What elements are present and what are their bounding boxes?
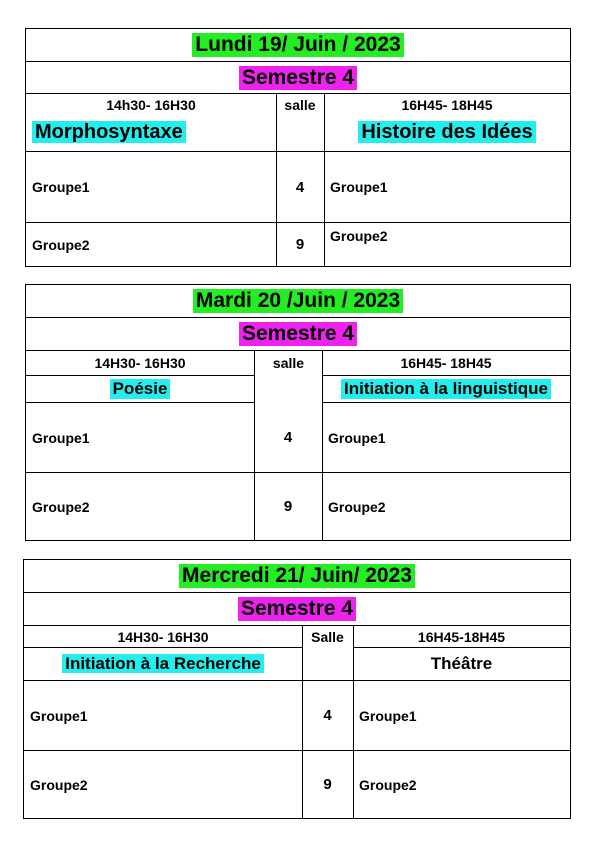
group-label-2: Groupe1 [330,179,388,195]
room-number: 4 [295,178,305,196]
group-row [24,681,570,751]
group-label-1: Groupe1 [32,429,90,446]
time-slot-2: 16H45-18H45 [417,629,506,645]
semester-row [26,62,570,94]
date-row [26,29,570,62]
course-1: Poésie [110,379,171,399]
room-number: 9 [323,776,332,793]
group-label-2: Groupe1 [328,429,386,446]
time-slot-1: 14H30- 16H30 [94,355,186,371]
semester-label: Semestre 4 [238,597,356,621]
semester-row [24,593,570,626]
schedule-table-wednesday [23,559,571,819]
room-number: 4 [283,429,293,446]
course-2: Histoire des Idées [358,121,535,143]
date-heading: Lundi 19/ Juin / 2023 [192,33,403,57]
group-row [26,403,570,473]
room-number: 4 [323,707,332,724]
semester-label: Semestre 4 [239,322,357,346]
header-row [26,94,570,152]
time-slot-2: 16H45- 18H45 [400,355,492,371]
header-row [24,626,570,681]
course-1: Initiation à la Recherche [62,654,264,673]
group-label-1: Groupe2 [32,498,90,515]
group-row [24,751,570,818]
time-slot-2: 16H45- 18H45 [401,97,493,113]
room-header: Salle [311,629,344,645]
group-label-2: Groupe1 [359,707,417,724]
room-header: salle [272,355,305,371]
date-row [26,285,570,318]
group-row [26,473,570,540]
course-1: Morphosyntaxe [32,121,186,143]
group-label-2: Groupe2 [328,498,386,515]
room-number: 9 [295,236,305,253]
group-row [26,223,570,266]
group-label-1: Groupe2 [32,236,90,253]
group-label-2: Groupe2 [330,228,388,244]
group-label-1: Groupe1 [30,707,88,724]
date-row [24,560,570,593]
schedule-table-monday [25,28,571,267]
group-label-2: Groupe2 [359,776,417,793]
group-label-1: Groupe2 [30,776,88,793]
date-heading: Mardi 20 /Juin / 2023 [193,289,403,313]
schedule-table-tuesday [25,284,571,541]
room-number: 9 [283,498,293,515]
semester-row [26,318,570,351]
group-row [26,152,570,223]
date-heading: Mercredi 21/ Juin/ 2023 [179,564,415,588]
course-2: Initiation à la linguistique [341,379,551,399]
time-slot-1: 14H30- 16H30 [117,629,209,645]
course-2: Théâtre [430,654,493,673]
group-label-1: Groupe1 [32,179,90,195]
semester-label: Semestre 4 [239,66,357,90]
time-slot-1: 14h30- 16H30 [106,97,196,113]
room-header: salle [284,97,316,113]
